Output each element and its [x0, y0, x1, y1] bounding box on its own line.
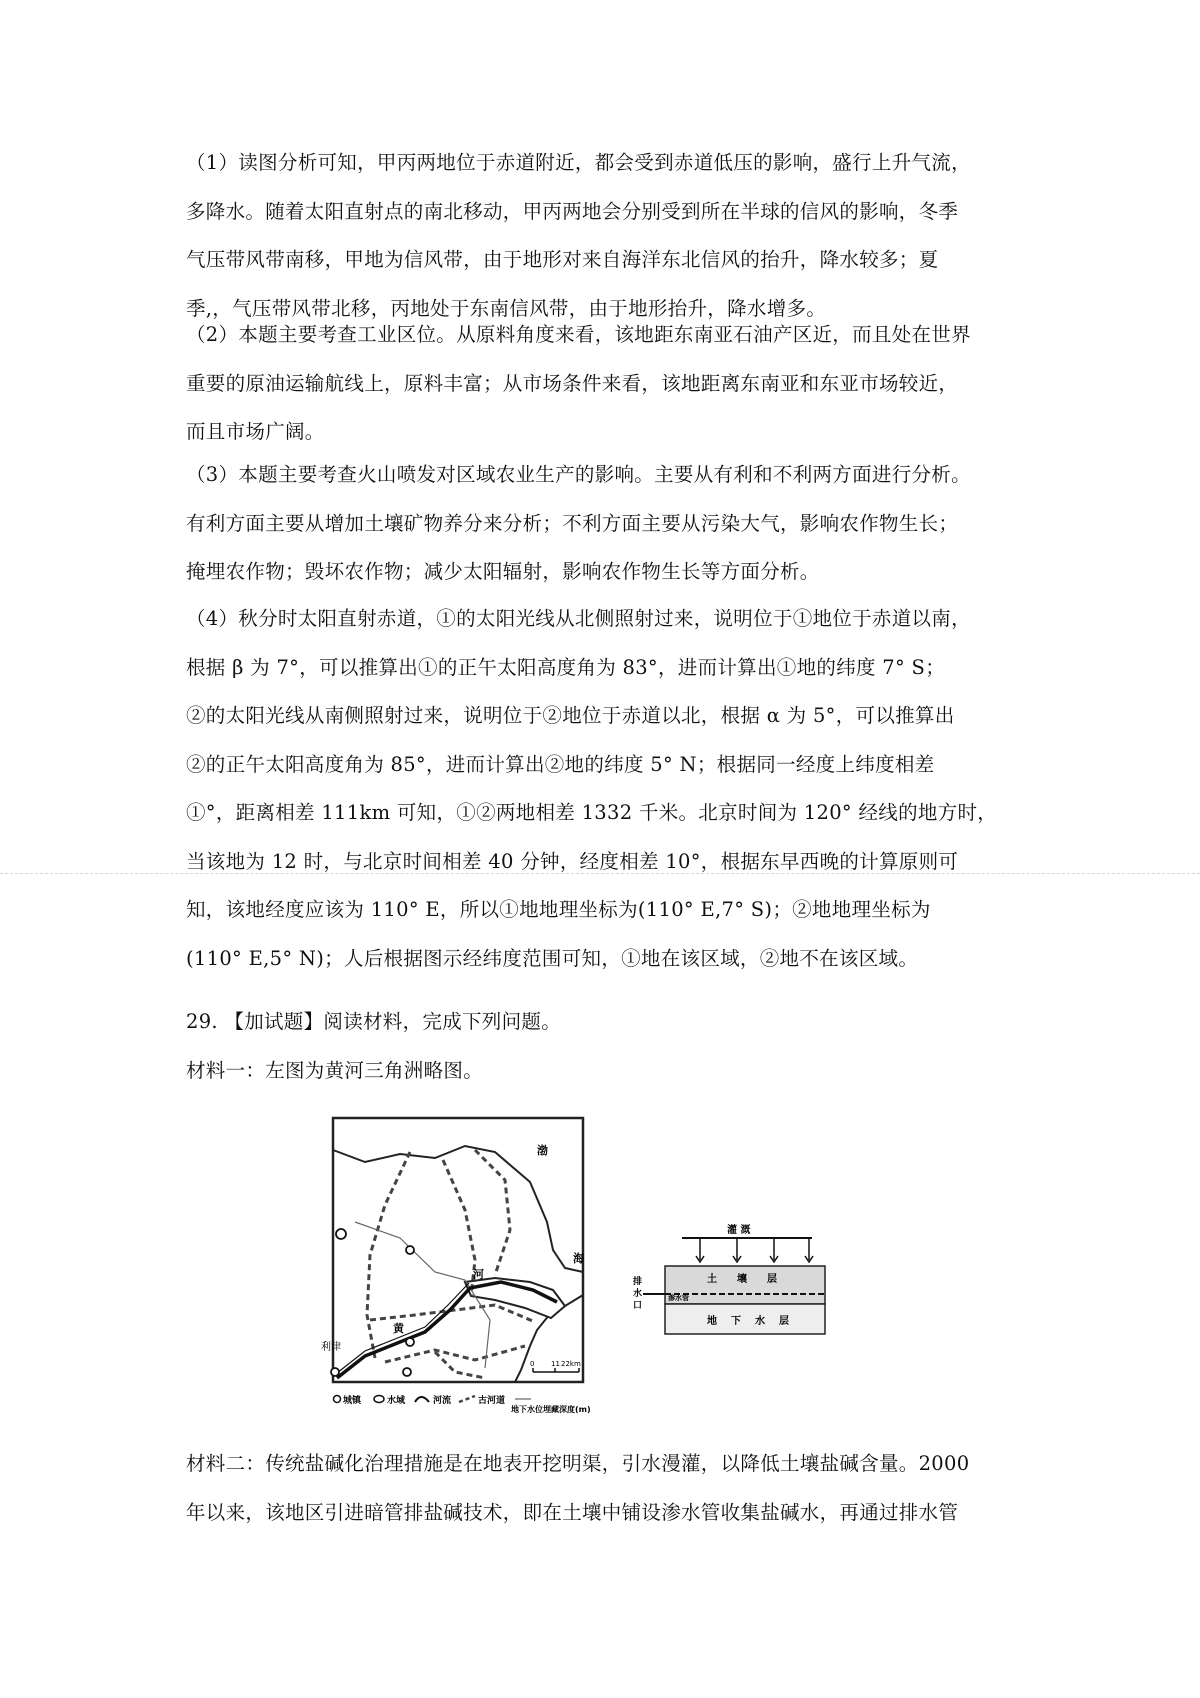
- yellow-river-delta-figure: [321, 1110, 885, 1420]
- soil-label-3: 层: [767, 1274, 777, 1285]
- groundwater-layer: [665, 1304, 825, 1334]
- answer-4-line: 知，该地经度应该为 110° E，所以①地地理坐标为(110° E,7° S)；②地地理坐标为: [186, 898, 931, 921]
- answer-4-line: (110° E,5° N)；人后根据图示经纬度范围可知，①地在该区域，②地不在该区域。: [186, 946, 919, 970]
- scale-label-22: 22km: [561, 1360, 581, 1368]
- answer-1-line: 季,，气压带风带北移，丙地处于东南信风带，由于地形抬升，降水增多。: [186, 296, 827, 320]
- map-label-he: 河: [473, 1268, 484, 1281]
- legend-old-channel: 古河道: [478, 1396, 506, 1406]
- legend-town: 城镇: [343, 1396, 362, 1406]
- legend-river: 河流: [433, 1396, 452, 1406]
- outlet-label-2: 水: [633, 1289, 643, 1299]
- soil-label-1: 土: [707, 1274, 717, 1285]
- outlet-label-3: 口: [633, 1301, 643, 1311]
- delta-map-svg: [321, 1110, 885, 1420]
- answer-1-line: 气压带风带南移，甲地为信风带，由于地形对来自海洋东北信风的抬升，降水较多；夏: [186, 248, 939, 271]
- legend-groundwater: 地下水位埋藏深度(m): [511, 1405, 591, 1414]
- answer-1: [186, 139, 1026, 333]
- scale-label-11: 11: [551, 1360, 560, 1368]
- soil-label-2: 壤: [737, 1274, 747, 1285]
- answer-4-line: 根据 β 为 7°，可以推算出①的正午太阳高度角为 83°，进而计算出①地的纬度 7° S；: [186, 655, 945, 679]
- material-1: 材料一：左图为黄河三角洲略图。: [186, 1058, 484, 1082]
- answer-1-line: （1）读图分析可知，甲丙两地位于赤道附近，都会受到赤道低压的影响，盛行上升气流，: [186, 151, 971, 174]
- town-marker: [403, 1368, 411, 1376]
- irrigation-label: 灌 溉: [727, 1225, 751, 1236]
- pipe-label: 渗水管: [668, 1294, 689, 1302]
- legend-river-icon: [415, 1397, 429, 1402]
- answer-4: [186, 595, 1026, 983]
- answer-2: [186, 311, 1026, 457]
- answer-2-line: （2）本题主要考查工业区位。从原料角度来看，该地距东南亚石油产区近，而且处在世界: [186, 323, 971, 346]
- old-channel: [385, 1346, 525, 1362]
- answer-4-line: ②的太阳光线从南侧照射过来，说明位于②地位于赤道以北，根据 α 为 5°，可以推算出: [186, 704, 955, 727]
- old-channel: [435, 1352, 485, 1378]
- drainage-diagram: [632, 1223, 825, 1334]
- legend-water-icon: [374, 1396, 384, 1403]
- question-29: [186, 998, 1026, 1095]
- groundwater-label-3: 水: [755, 1316, 765, 1327]
- answer-4-line: ①°，距离相差 111km 可知，①②两地相差 1332 千米。北京时间为 120° 经线的地方时，: [186, 801, 998, 824]
- answer-1-line: 多降水。随着太阳直射点的南北移动，甲丙两地会分别受到所在半球的信风的影响，冬季: [186, 199, 959, 223]
- answer-4-line: 当该地为 12 时，与北京时间相差 40 分钟，经度相差 10°，根据东早西晚的计算原则可: [186, 849, 959, 873]
- map-label-lijin: 利津: [321, 1342, 341, 1353]
- outlet-label-1: 排: [633, 1277, 643, 1287]
- town-marker: [331, 1368, 339, 1376]
- groundwater-label-2: 下: [731, 1316, 741, 1327]
- answer-3: [186, 451, 1026, 597]
- question-29-title: 29. 【加试题】阅读材料，完成下列问题。: [186, 1010, 562, 1033]
- legend-old-channel-icon: [459, 1396, 475, 1402]
- legend-town-icon: [334, 1396, 341, 1403]
- answer-3-line: （3）本题主要考查火山喷发对区域农业生产的影响。主要从有利和不利两方面进行分析。: [186, 463, 971, 486]
- map-label-hai: 海: [573, 1252, 584, 1265]
- groundwater-label-1: 地: [707, 1316, 717, 1327]
- answer-2-line: 而且市场广阔。: [186, 420, 325, 443]
- legend-water: 水域: [387, 1396, 406, 1406]
- answer-4-line: ②的正午太阳高度角为 85°，进而计算出②地的纬度 5° N；根据同一经度上纬度相差: [186, 752, 935, 776]
- answer-3-line: 掩埋农作物；毁坏农作物；减少太阳辐射，影响农作物生长等方面分析。: [186, 560, 820, 583]
- answer-3-line: 有利方面主要从增加土壤矿物养分来分析；不利方面主要从污染大气，影响农作物生长；: [186, 511, 959, 535]
- page-separator: [0, 873, 1200, 874]
- town-marker: [336, 1229, 346, 1239]
- old-channel: [475, 1150, 510, 1275]
- town-marker: [406, 1338, 414, 1346]
- material-2-line: 材料二：传统盐碱化治理措施是在地表开挖明渠，引水漫灌，以降低土壤盐碱含量。2000: [186, 1452, 970, 1475]
- material-2-line: 年以来，该地区引进暗管排盐碱技术，即在土壤中铺设渗水管收集盐碱水，再通过排水管: [186, 1500, 959, 1524]
- map-label-huang: 黄: [393, 1322, 404, 1335]
- scale-label-0: 0: [530, 1360, 535, 1368]
- coastline: [333, 1146, 583, 1272]
- groundwater-label-4: 层: [779, 1316, 789, 1327]
- answer-2-line: 重要的原油运输航线上，原料丰富；从市场条件来看，该地距离东南亚和东亚市场较近，: [186, 371, 959, 395]
- material-2: [186, 1440, 1026, 1537]
- map-label-bo: 渤: [537, 1144, 548, 1157]
- town-marker: [406, 1246, 414, 1254]
- answer-4-line: （4）秋分时太阳直射赤道，①的太阳光线从北侧照射过来，说明位于①地位于赤道以南，: [186, 607, 971, 630]
- soil-layer: [665, 1266, 825, 1304]
